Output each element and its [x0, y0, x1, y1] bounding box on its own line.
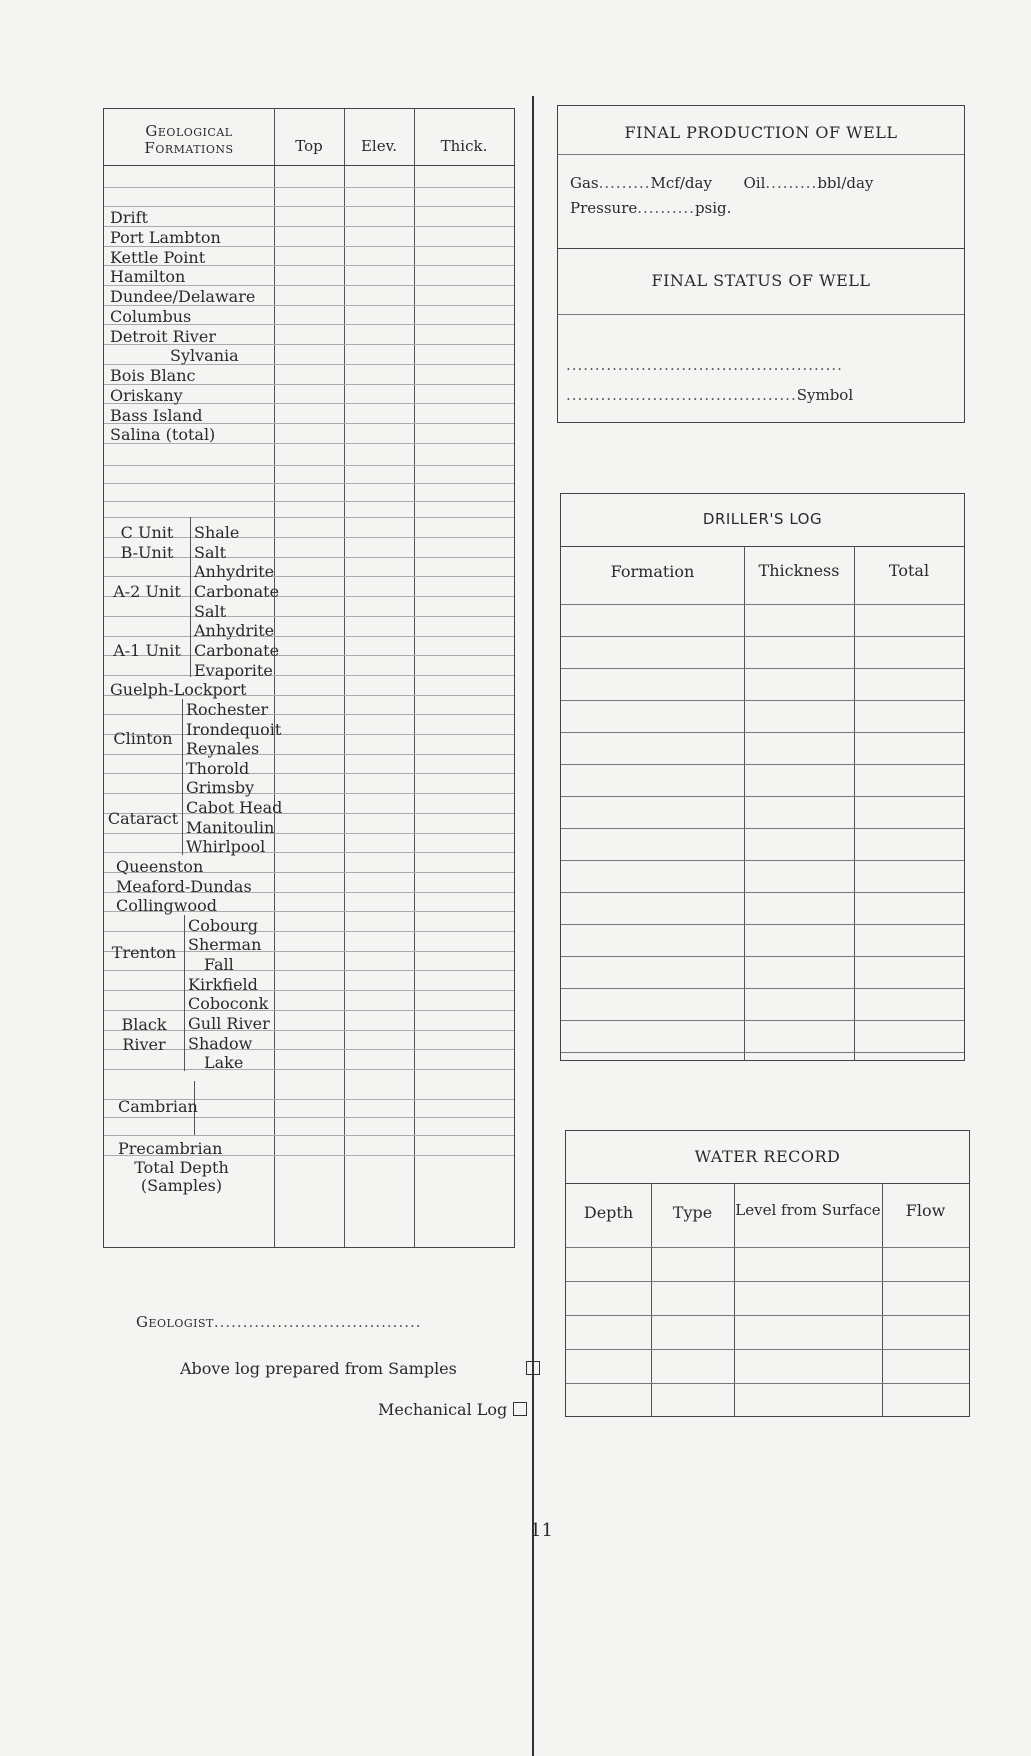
row-line: [561, 892, 964, 893]
row-line: [104, 465, 514, 466]
water-record-title: WATER RECORD: [694, 1147, 841, 1166]
row-line: [104, 616, 514, 617]
formation-cambrian: Cambrian: [118, 1097, 198, 1116]
col-divider: [414, 109, 415, 1247]
samples-option[interactable]: Above log prepared from Samples: [180, 1359, 540, 1378]
final-status-title: FINAL STATUS OF WELL: [651, 271, 871, 290]
row-line: [566, 1315, 969, 1316]
salina-divider: [190, 517, 191, 677]
symbol-line: ........................................Symbol: [566, 386, 854, 404]
formation-kettle-point: Kettle Point: [110, 248, 206, 267]
row-line: [104, 636, 514, 637]
row-line: [566, 1349, 969, 1350]
total-column-header: Total: [888, 561, 930, 580]
clinton-thorold: Thorold: [186, 759, 250, 778]
salina-salt-a2: Salt: [194, 602, 227, 621]
row-line: [561, 700, 964, 701]
thickness-column-header: Thickness: [758, 561, 840, 580]
final-production-title: FINAL PRODUCTION OF WELL: [624, 123, 898, 142]
formation-columbus: Columbus: [110, 307, 192, 326]
status-dots-line: ................................................: [566, 356, 843, 374]
row-line: [561, 1052, 964, 1053]
col-divider: [344, 109, 345, 1247]
salina-salt: Salt: [194, 543, 227, 562]
col-divider: [274, 109, 275, 1247]
row-line: [561, 604, 964, 605]
row-line: [561, 636, 964, 637]
clinton-irondequoit: Irondequoit: [186, 720, 282, 739]
row-line: [104, 773, 514, 774]
mechanical-log-checkbox[interactable]: [513, 1402, 527, 1416]
salina-carbonate-a1: Carbonate: [194, 641, 280, 660]
type-column-header: Type: [672, 1203, 713, 1222]
row-line: [104, 714, 514, 715]
gas-oil-line: Gas.........Mcf/day Oil.........bbl/day: [570, 174, 874, 192]
formation-bois-blanc: Bois Blanc: [110, 366, 196, 385]
row-line: [104, 1069, 514, 1070]
row-line: [104, 1117, 514, 1118]
cataract-label: Cataract: [107, 809, 179, 828]
a2-unit-label: A-2 Unit: [113, 582, 181, 601]
black-river-label: Black River: [121, 1015, 167, 1054]
row-line: [104, 970, 514, 971]
mechanical-log-option[interactable]: Mechanical Log: [378, 1400, 527, 1419]
row-line: [566, 1247, 969, 1248]
trenton-sherman: Sherman: [188, 935, 262, 954]
row-line: [561, 1020, 964, 1021]
pressure-line: Pressure..........psig.: [570, 199, 732, 217]
formation-oriskany: Oriskany: [110, 386, 183, 405]
row-line: [104, 576, 514, 577]
row-line: [566, 1281, 969, 1282]
row-line: [561, 796, 964, 797]
formation-hamilton: Hamilton: [110, 267, 186, 286]
a1-unit-label: A-1 Unit: [113, 641, 181, 660]
top-header: Top: [295, 137, 323, 155]
header-rule: [104, 165, 514, 166]
formation-detroit-river: Detroit River: [110, 327, 216, 346]
row-line: [104, 1135, 514, 1136]
black-river-gull-river: Gull River: [188, 1014, 270, 1033]
cataract-manitoulin: Manitoulin: [186, 818, 275, 837]
row-line: [104, 483, 514, 484]
clinton-divider: [182, 699, 183, 855]
formation-port-lambton: Port Lambton: [110, 228, 221, 247]
row-line: [104, 364, 514, 365]
cataract-grimsby: Grimsby: [186, 778, 255, 797]
row-line: [104, 517, 514, 518]
clinton-reynales: Reynales: [186, 739, 260, 758]
salina-evaporite: Evaporite: [194, 661, 273, 680]
rule: [558, 314, 964, 315]
water-record-table: [565, 1130, 970, 1417]
row-line: [561, 764, 964, 765]
black-river-coboconk: Coboconk: [188, 994, 269, 1013]
page-number: 11: [530, 1520, 553, 1541]
formation-meaford-dundas: Meaford-Dundas: [116, 877, 252, 896]
formations-header: Geological Formations: [144, 122, 234, 157]
formation-column-header: Formation: [610, 562, 695, 581]
row-line: [561, 924, 964, 925]
c-unit-label: C Unit: [120, 523, 174, 542]
salina-carbonate: Carbonate: [194, 582, 280, 601]
row-line: [104, 990, 514, 991]
row-line: [561, 956, 964, 957]
cataract-whirlpool: Whirlpool: [186, 837, 266, 856]
row-line: [104, 501, 514, 502]
drillers-log-title: DRILLER'S LOG: [702, 510, 823, 528]
formation-precambrian: Precambrian: [118, 1139, 223, 1158]
salina-anhydrite: Anhydrite: [194, 562, 275, 581]
trenton-cobourg: Cobourg: [188, 916, 258, 935]
col-divider: [744, 546, 745, 1060]
row-line: [104, 754, 514, 755]
trenton-label: Trenton: [111, 943, 177, 962]
formation-guelph-lockport: Guelph-Lockport: [110, 680, 247, 699]
formation-dundee-delaware: Dundee/Delaware: [110, 287, 256, 306]
formation-sylvania: Sylvania: [170, 346, 239, 365]
row-line: [566, 1383, 969, 1384]
col-divider: [854, 546, 855, 1060]
row-line: [104, 833, 514, 834]
rule: [558, 248, 964, 249]
row-line: [104, 1010, 514, 1011]
black-river-shadow: Shadow: [188, 1034, 253, 1053]
clinton-label: Clinton: [113, 729, 173, 748]
thick-header: Thick.: [440, 137, 488, 155]
row-line: [104, 675, 514, 676]
trenton-fall: Fall: [204, 955, 234, 974]
salina-shale: Shale: [194, 523, 240, 542]
b-unit-label: B-Unit: [120, 543, 174, 562]
row-line: [561, 828, 964, 829]
row-line: [104, 226, 514, 227]
clinton-rochester: Rochester: [186, 700, 269, 719]
black-river-lake: Lake: [204, 1053, 244, 1072]
level-column-header: Level from Surface: [735, 1201, 881, 1219]
row-line: [104, 187, 514, 188]
formation-queenston: Queenston: [116, 857, 204, 876]
formation-bass-island: Bass Island: [110, 406, 203, 425]
cataract-cabot-head: Cabot Head: [186, 798, 283, 817]
final-production-box: [557, 105, 965, 423]
rule: [566, 1183, 969, 1184]
center-divider: [532, 96, 534, 1756]
flow-column-header: Flow: [905, 1201, 946, 1220]
formation-collingwood: Collingwood: [116, 896, 217, 915]
salina-anhydrite-a2: Anhydrite: [194, 621, 275, 640]
row-line: [104, 206, 514, 207]
row-line: [561, 668, 964, 669]
trenton-divider: [184, 915, 185, 1071]
geological-formations-table: [103, 108, 515, 1248]
geologist-line: Geologist....................................: [136, 1313, 422, 1331]
rule: [558, 154, 964, 155]
total-depth-samples: Total Depth (Samples): [134, 1158, 229, 1195]
row-line: [561, 988, 964, 989]
row-line: [104, 931, 514, 932]
trenton-kirkfield: Kirkfield: [188, 975, 258, 994]
rule: [561, 546, 964, 547]
row-line: [104, 852, 514, 853]
formation-salina-total: Salina (total): [110, 425, 216, 444]
drillers-log-table: [560, 493, 965, 1061]
row-line: [561, 860, 964, 861]
row-line: [104, 793, 514, 794]
depth-column-header: Depth: [583, 1203, 634, 1222]
row-line: [561, 732, 964, 733]
formation-drift: Drift: [110, 208, 148, 227]
elev-header: Elev.: [360, 137, 398, 155]
